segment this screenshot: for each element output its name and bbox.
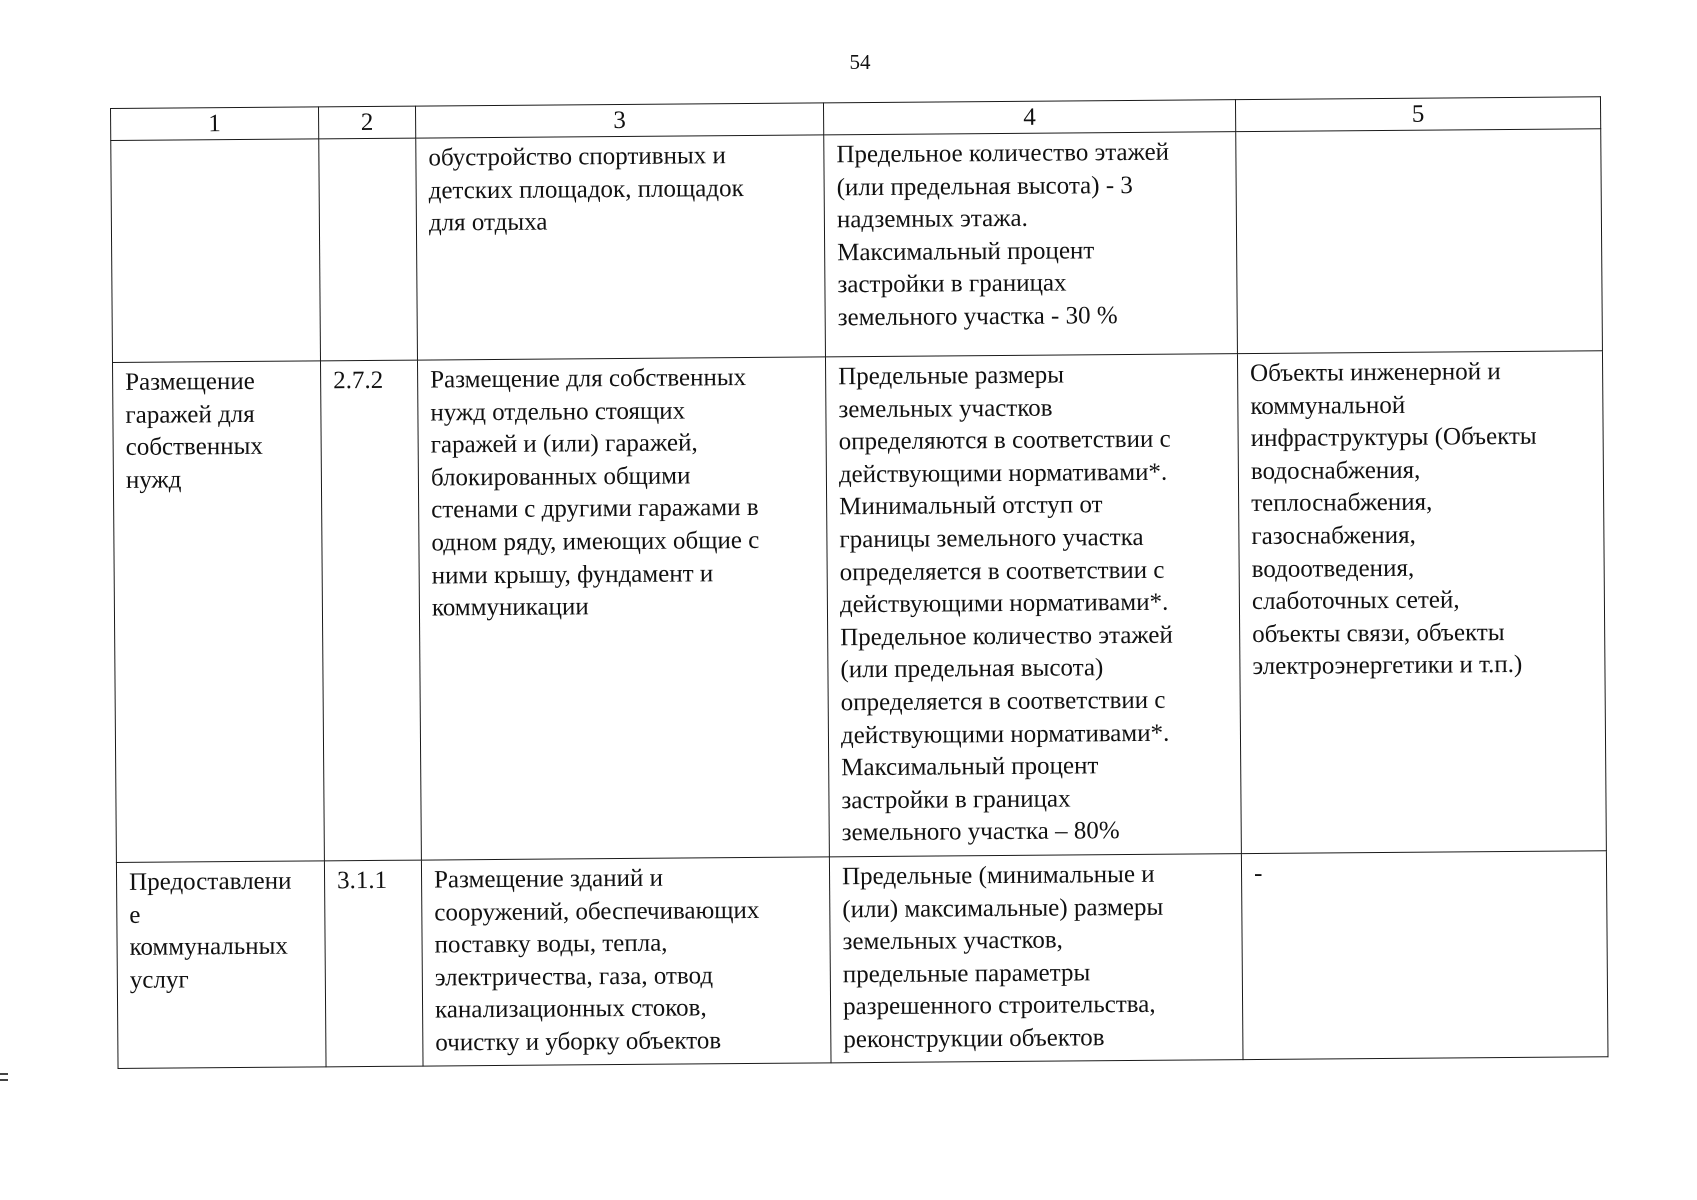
building-parameters-cell bbox=[825, 354, 1241, 857]
land-use-code bbox=[331, 143, 407, 144]
land-use-description-cell bbox=[421, 857, 831, 1067]
infrastructure-cell bbox=[1241, 851, 1608, 1060]
table-row bbox=[112, 351, 1606, 863]
page-number: 54 bbox=[849, 50, 871, 74]
column-header-2: 2 bbox=[318, 106, 415, 139]
land-use-description: Размещение для собственных нужд отдельно стоящих гаражей и (или) гаражей, блокированных общими стенами с другими гаражами в одном ряду, имеющих общие с ними крышу, фундамент и коммуникации bbox=[430, 364, 760, 622]
column-header-5: 5 bbox=[1235, 97, 1600, 132]
building-parameters: Предельные размеры земельных участков определяются в соответствии с действующими нормативами*. Минимальный отступ от границы земельного участка определяется в соответствии с действующими нормативами*. Предельное количество этажей (или предельная высота) определяется в соответствии с действующими нормативами*. Максимальный процент застройки в границах земельного участка – 80% bbox=[838, 361, 1173, 847]
column-header-4: 4 bbox=[823, 100, 1235, 135]
building-parameters-cell bbox=[829, 854, 1243, 1064]
land-use-code: 2.7.2 bbox=[333, 366, 384, 395]
building-parameters-cell bbox=[824, 132, 1238, 357]
building-parameters: Предельное количество этажей (или предельная высота) - 3 надземных этажа. Максимальный процент застройки в границах земельного участка - 30 % bbox=[836, 138, 1170, 332]
land-use-code-cell bbox=[324, 860, 423, 1067]
land-use-name-cell bbox=[112, 361, 324, 863]
land-use-name bbox=[123, 143, 310, 144]
land-use-name-cell bbox=[116, 861, 326, 1069]
infrastructure-cell bbox=[1237, 351, 1606, 854]
land-use-description-cell bbox=[417, 357, 829, 860]
table-row bbox=[111, 129, 1603, 363]
scan-edge-mark bbox=[0, 1073, 8, 1087]
infrastructure-objects: - bbox=[1253, 859, 1263, 887]
land-use-code-cell bbox=[319, 138, 418, 361]
infrastructure-objects bbox=[1248, 133, 1592, 136]
land-use-description-cell bbox=[416, 135, 826, 360]
land-use-name-cell bbox=[111, 139, 321, 363]
infrastructure-objects: Объекты инженерной и коммунальной инфраструктуры (Объекты водоснабжения, теплоснабжения, газоснабжения, водоотведения, слаботочных сетей, объекты связи, объекты электроэнергетики и т.п.) bbox=[1250, 358, 1537, 681]
zoning-table bbox=[110, 96, 1609, 1069]
column-header-3: 3 bbox=[415, 103, 823, 138]
infrastructure-cell bbox=[1236, 129, 1603, 354]
building-parameters: Предельные (минимальные и (или) максимальные) размеры земельных участков, предельные параметры разрешенного строительства, реконструкции объектов bbox=[841, 860, 1164, 1054]
land-use-code: 3.1.1 bbox=[336, 866, 388, 895]
table-row bbox=[116, 851, 1608, 1069]
land-use-code-cell bbox=[320, 360, 421, 861]
land-use-description: обустройство спортивных и детских площадок, площадок для отдыха bbox=[428, 142, 744, 237]
land-use-description: Размещение зданий и сооружений, обеспечивающих поставку воды, тепла, электричества, газа, отвод канализационных стоков, очистку и уборку объектов bbox=[433, 864, 760, 1057]
land-use-name: Предоставлени е коммунальных услуг bbox=[128, 867, 292, 994]
column-header-1: 1 bbox=[111, 107, 319, 141]
land-use-name: Размещение гаражей для собственных нужд bbox=[125, 367, 263, 494]
